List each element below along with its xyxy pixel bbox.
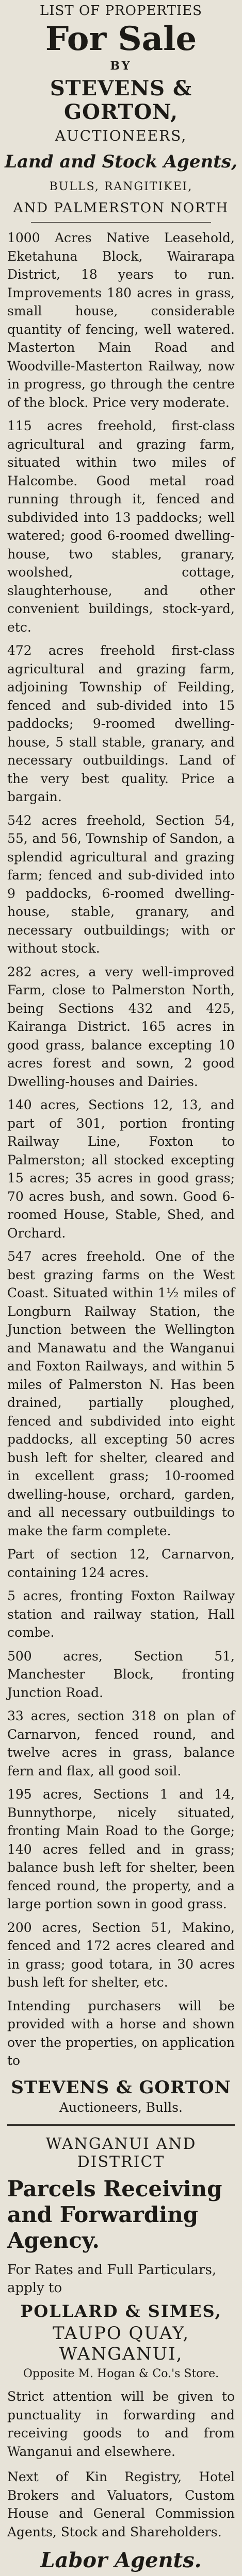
pollard-simes: POLLARD & SIMES, (20, 2301, 222, 2321)
firm-role: AUCTIONEERS, (55, 127, 187, 145)
strict-attention-text: Strict attention will be given to punctuality in forwarding and receiving goods to and from Wanganui and elsewhere. (7, 2389, 235, 2459)
property-listing: 115 acres freehold, first-class agricultural and grazing farm, situated within two miles of Halcombe. Good metal road running through it, fenced and subdivided into 13 paddocks; well watered; good 6-roomed dwelling-house, two stables, granary, woolshed, cottage, slaughterhouse, and other convenient buildings, stock-yard, etc. (7, 418, 235, 635)
property-listing: 282 acres, a very well-improved Farm, close to Palmerston North, being Sections 432 and 425, Kairanga District. 165 acres in good grass, balance excepting 10 acres forest and sown, 2 good Dwelling-houses and Dairies. (7, 964, 235, 1089)
signature-sub: Auctioneers, Bulls. (59, 2099, 183, 2115)
intending-purchasers-note: Intending purchasers will be provided with a horse and shown over the properties, on application to (7, 1998, 235, 2069)
for-sale-heading: For Sale (45, 20, 197, 58)
property-listing: 140 acres, Sections 12, 13, and part of 301, portion fronting Railway Line, Foxton to Palmerston; all stocked excepting 15 acres; 35 acres in good grass; 70 acres bush, and sown. Good 6-roomed House, Stable, Shed, and Orchard. (7, 1097, 235, 1241)
property-listing: 547 acres freehold. One of the best grazing farms on the West Coast. Situated within 1½ miles of Longburn Railway Station, the Junction between the Wellington and Manawatu and the Wanganui and Foxton Railways, and within 5 miles of Palmerston N. Has been drained, partially ploughed, fenced and subdivided into eight paddocks, all excepting 50 acres bush left for shelter, cleared and in excellent grass; 10-roomed dwelling-house, orchard, garden, and all necessary outbuildings to make the farm complete. (7, 1249, 235, 1538)
location-line-1: BULLS, RANGITIKEI, (49, 180, 193, 194)
property-listing: 200 acres, Section 51, Makino, fenced and 172 acres cleared and in grass; good totara, in 30 acres bush left for shelter, etc. (7, 1920, 235, 1990)
taupo-quay: TAUPO QUAY, WANGANUI, (52, 2323, 190, 2365)
by-label: BY (110, 59, 132, 73)
property-listing: Part of section 12, Carnarvon, containing 124 acres. (7, 1547, 235, 1580)
location-line-2: AND PALMERSTON NORTH (13, 200, 229, 216)
signature-firm: STEVENS & GORTON (11, 2077, 231, 2098)
labor-agents-heading: Labor Agents. (40, 2548, 202, 2573)
agents-heading: Land and Stock Agents, (5, 151, 237, 173)
rates-line: For Rates and Full Particulars, apply to (7, 2262, 217, 2296)
firm-name: STEVENS & GORTON, (50, 76, 192, 125)
property-listing: 500 acres, Section 51, Manchester Block, fronting Junction Road. (7, 1648, 235, 1700)
property-listing: 33 acres, section 318 on plan of Carnarvon, fenced round, and twelve acres in grass, balance fern and flax, all good soil. (7, 1708, 235, 1778)
property-listing: 1000 Acres Native Leasehold, Eketahuna Block, Wairarapa District, 18 years to run. Improvements 180 acres in grass, small house, considerable quantity of fencing, well watered. Masterton Main Road and Woodville-Masterton Railway, now in progress, go through the centre of the block. Price very moderate. (7, 230, 235, 410)
property-listing: 542 acres freehold, Section 54, 55, and 56, Township of Sandon, a splendid agricultural and grazing farm; fenced and sub-divided into 9 paddocks, 6-roomed dwelling-house, stable, granary, and necessary outbuildings; with or without stock. (7, 812, 235, 956)
property-list (0, 229, 242, 2070)
property-listing: 472 acres freehold first-class agricultural and grazing farm, adjoining Township of Feilding, fenced and sub-divided into 15 paddocks; 9-roomed dwelling-house, 5 stall stable, granary, and necessary outbuildings. Land of the very best quality. Price a bargain. (7, 643, 235, 805)
wanganui-heading: WANGANUI AND DISTRICT (45, 2134, 197, 2171)
divider (31, 222, 211, 223)
property-listing: 5 acres, fronting Foxton Railway station and railway station, Hall combe. (7, 1588, 235, 1640)
list-title: LIST OF PROPERTIES (40, 3, 202, 19)
agents-services-text: Next of Kin Registry, Hotel Brokers and Valuators, Custom House and General Commission Agents, Stock and Shareholders. (7, 2469, 235, 2539)
opposite-store: Opposite M. Hogan & Co.'s Store. (23, 2367, 219, 2381)
section-divider (7, 2124, 235, 2126)
property-listing: 195 acres, Sections 1 and 14, Bunnythorpe, nicely situated, fronting Main Road to the Gorge; 140 acres felled and in grass; balance bush left for shelter, been fenced round, the property, and a large portion sown in good grass. (7, 1787, 235, 1912)
parcels-agency-title: Parcels Receiving and Forwarding Agency. (7, 2176, 222, 2253)
